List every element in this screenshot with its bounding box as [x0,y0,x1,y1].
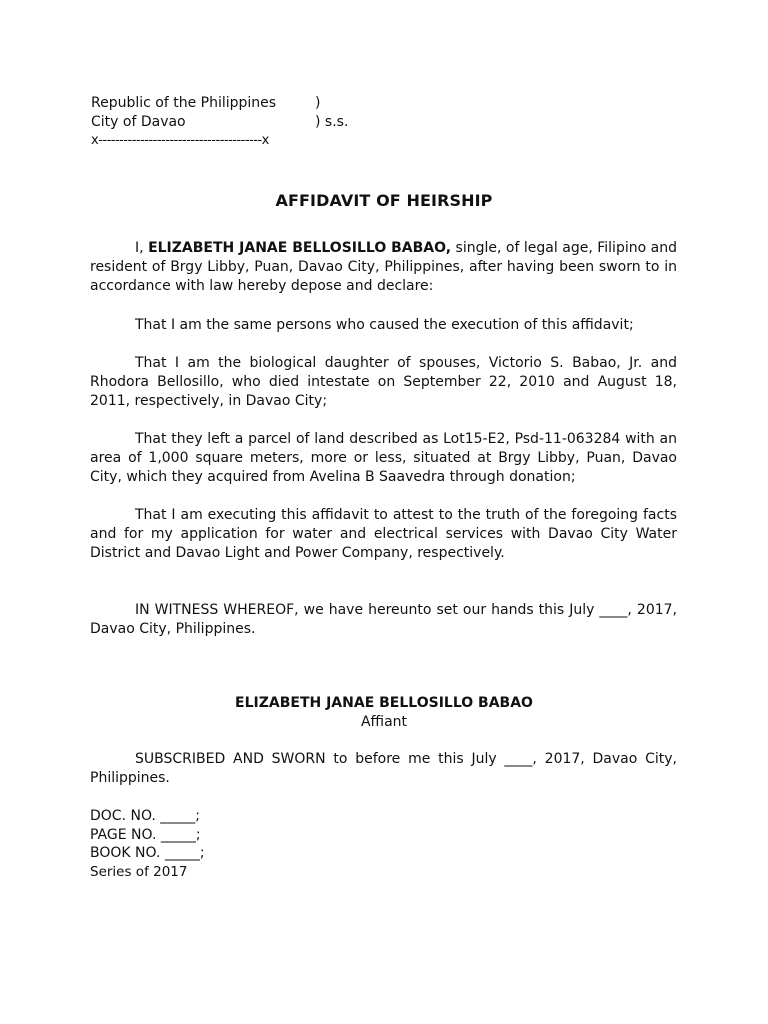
statement-paragraph-3: That they left a parcel of land described as Lot15-E2, Psd-11-063284 with an area of 1,000 square meters, more or less, situated at Brgy Libby, Puan, Davao City, which they acquired from Avelina B Saavedra through donation; [90,431,677,485]
document-title: AFFIDAVIT OF HEIRSHIP [275,191,493,210]
statement-paragraph-4: That I am executing this affidavit to attest to the truth of the foregoing facts and for my application for water and electrical services with Davao City Water District and Davao Light and Power Company, respectively. [90,507,677,561]
affiant-name-inline: ELIZABETH JANAE BELLOSILLO BABAO, [148,240,452,256]
statement-paragraph-1: That I am the same persons who caused the execution of this affidavit; [135,317,634,333]
venue-block [91,94,348,150]
intro-rest: single, of legal age, Filipino and resident of Brgy Libby, Puan, Davao City, Philippines, after having been sworn to in accordance with law hereby depose and declare: [90,240,677,294]
venue-city-paren: ) s.s. [315,114,349,130]
jurat-paragraph: SUBSCRIBED AND SWORN to before me this July ____, 2017, Davao City, Philippines. [90,751,677,786]
affiant-name: ELIZABETH JANAE BELLOSILLO BABAO [235,695,533,711]
page-number: PAGE NO. _____; [90,826,201,843]
affiant-signature-block [0,694,768,732]
intro-prefix: I, [135,240,149,256]
doc-number: DOC. NO. _____; [90,808,201,824]
venue-city-row [91,113,348,132]
witness-paragraph: IN WITNESS WHEREOF, we have hereunto set our hands this July ____, 2017, Davao City, Philippines. [90,602,677,637]
intro-paragraph [90,239,677,296]
venue-republic-paren: ) [315,95,321,111]
venue-republic-row [91,94,348,113]
venue-separator: x---------------------------------------x [91,133,269,148]
statement-paragraph-2: That I am the biological daughter of spouses, Victorio S. Babao, Jr. and Rhodora Bellosillo, who died intestate on September 22, 2010 and August 18, 2011, respectively, in Davao City; [90,355,677,409]
affiant-label: Affiant [360,714,408,730]
series-year: Series of 2017 [90,863,188,880]
book-number: BOOK NO. _____; [90,845,205,861]
notary-details [90,807,205,881]
venue-city: City of Davao [91,114,186,130]
venue-republic: Republic of the Philippines [91,95,277,111]
